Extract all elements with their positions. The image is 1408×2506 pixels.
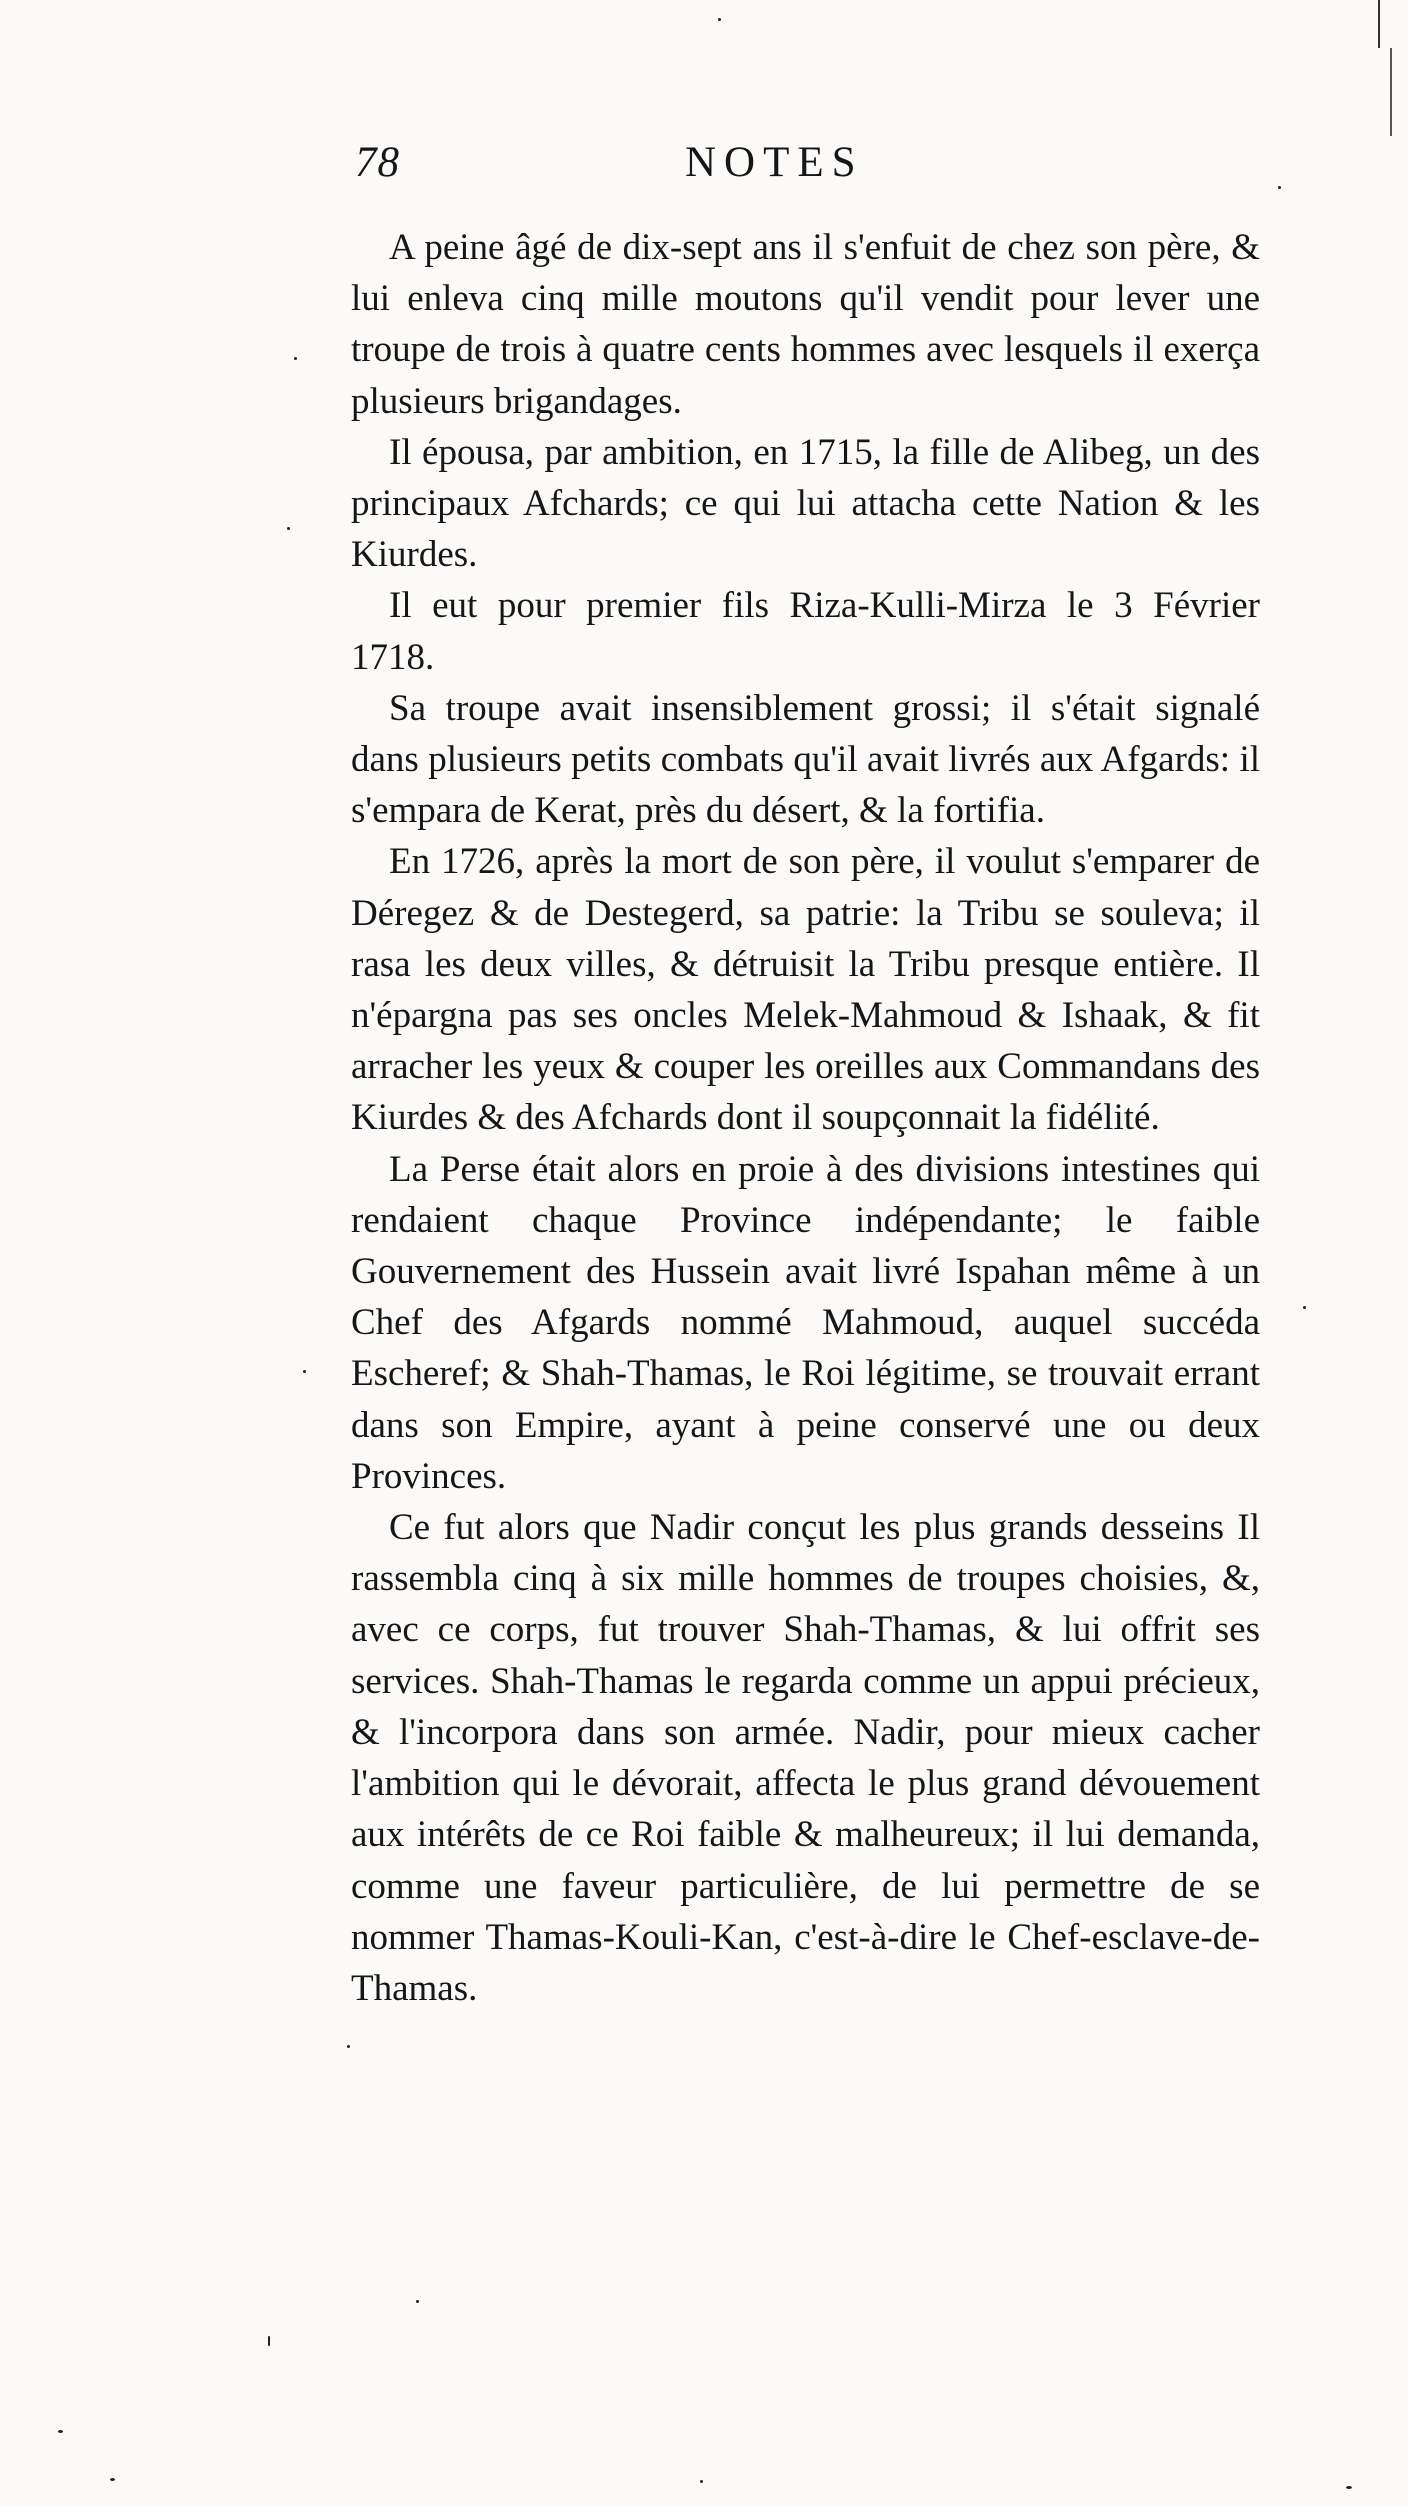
ink-speck — [718, 18, 721, 21]
running-title: NOTES — [685, 139, 864, 186]
paragraph-3: Il eut pour premier fils Riza-Kulli-Mirza le 3 Février 1718. — [351, 585, 1260, 678]
ink-speck — [700, 2480, 703, 2483]
ink-speck — [287, 527, 290, 530]
paragraph-4: Sa troupe avait insensiblement grossi; il s'était signalé dans plusieurs petits combats qu'il avait livrés aux Afgards: il s'empara de Kerat, près du désert, & la fortifia. — [351, 687, 1260, 832]
page-header — [355, 138, 1035, 208]
paragraph-1: A peine âgé de dix-sept ans il s'enfuit de chez son père, & lui enleva cinq mille moutons qu'il vendit pour lever une troupe de trois à quatre cents hommes avec lesquels il exerça plusieurs brigandages. — [351, 227, 1260, 422]
ink-speck — [416, 2300, 419, 2303]
ink-speck — [58, 2430, 63, 2433]
ink-speck — [294, 357, 297, 360]
corner-ink-mark — [1378, 0, 1396, 48]
ink-speck — [347, 2045, 350, 2048]
ink-speck — [1303, 1306, 1306, 1309]
ink-speck — [1346, 2486, 1352, 2489]
notes-text — [351, 222, 1260, 2014]
ink-speck — [268, 2336, 270, 2346]
ink-speck — [303, 1370, 306, 1373]
page-number: 78 — [355, 139, 400, 186]
edge-line — [1390, 48, 1392, 136]
paragraph-5: En 1726, après la mort de son père, il voulut s'emparer de Déregez & de Destegerd, sa patrie: la Tribu se souleva; il rasa les deux villes, & détruisit la Tribu presque entière. Il n'épargna pas ses oncles Melek-Mahmoud & Ishaak, & fit arracher les yeux & couper les oreilles aux Commandans des Kiurdes & des Afchards dont il soupçonnait la fidélité. — [351, 841, 1260, 1139]
paragraph-2: Il épousa, par ambition, en 1715, la fille de Alibeg, un des principaux Afchards; ce qui lui attacha cette Nation & les Kiurdes. — [351, 431, 1260, 576]
paragraph-6: La Perse était alors en proie à des divisions intestines qui rendaient chaque Province indépendante; le faible Gouvernement des Hussein avait livré Ispahan même à un Chef des Afgards nommé Mahmoud, auquel succéda Escheref; & Shah-Thamas, le Roi légitime, se trouvait errant dans son Empire, ayant à peine conservé une ou deux Provinces. — [351, 1148, 1260, 1497]
ink-speck — [1278, 186, 1281, 189]
paragraph-7: Ce fut alors que Nadir conçut les plus grands desseins Il rassembla cinq à six mille hommes de troupes choisies, &, avec ce corps, fut trouver Shah-Thamas, & lui offrit ses services. Shah-Thamas le regarda comme un appui précieux, & l'incorpora dans son armée. Nadir, pour mieux cacher l'ambition qui le dévorait, affecta le plus grand dévouement aux intérêts de ce Roi faible & malheureux; il lui demanda, comme une faveur particulière, de lui permettre de se nommer Thamas-Kouli-Kan, c'est-à-dire le Chef-esclave-de-Thamas. — [351, 1507, 1260, 2009]
ink-speck — [110, 2478, 115, 2481]
